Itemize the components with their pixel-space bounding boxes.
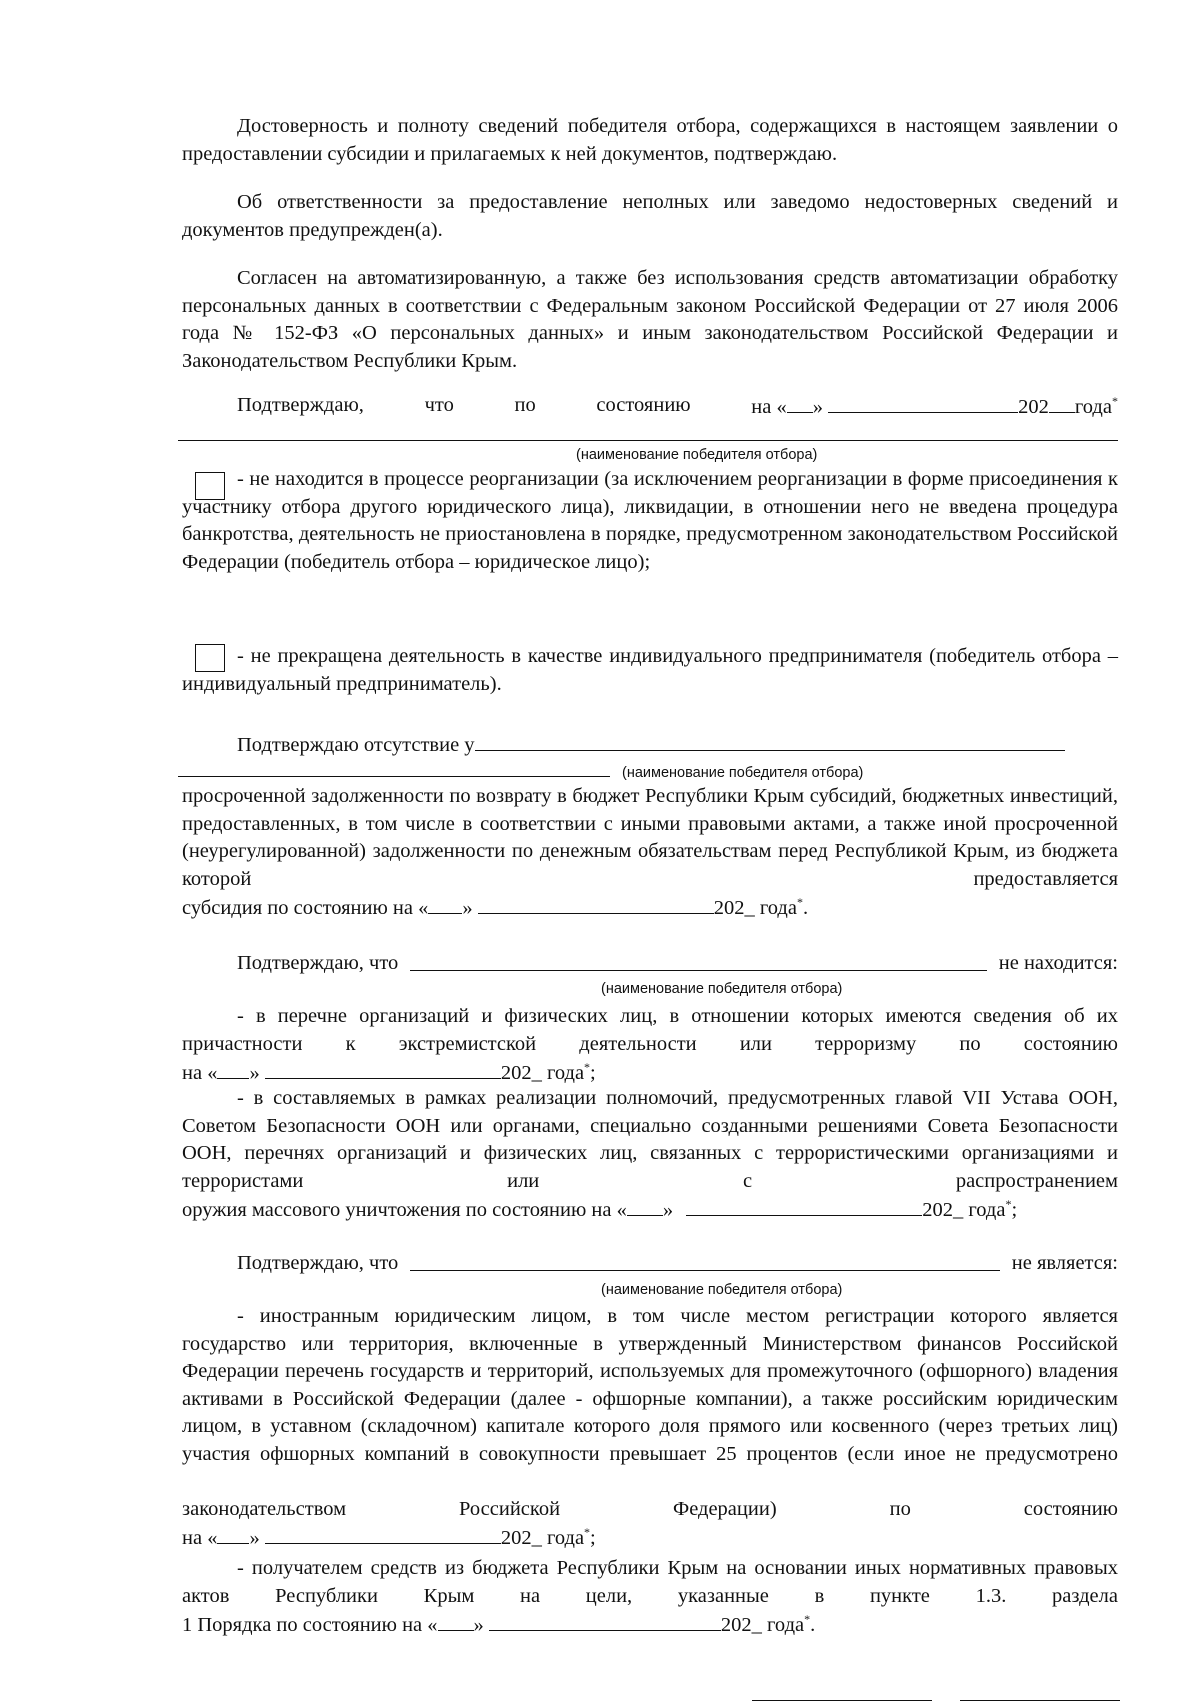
paragraph-responsibility: Об ответственности за предоставление неполных или заведомо недостоверных сведений и документов предупрежден(а). xyxy=(182,191,1118,241)
block4-item2-date: 1 Порядка по состоянию на « » 202_ года*. xyxy=(182,1610,1118,1640)
day-blank-5[interactable] xyxy=(217,1523,249,1544)
month-blank-5[interactable] xyxy=(265,1523,501,1544)
block2-date-line: субсидия по состоянию на « » 202_ года*. xyxy=(182,893,1118,923)
caption-winner-name-2: (наименование победителя отбора) xyxy=(622,765,864,781)
winner-name-blank-4[interactable] xyxy=(410,1250,999,1271)
month-blank-6[interactable] xyxy=(489,1610,721,1631)
block3-item-un-lists: - в составляемых в рамках реализации полномочий, предусмотренных главой VII Устава ООН, Советом Безопасности ООН или органами, специально созданными решениями Совета Безопасности ООН, перечнях организаций и физических лиц, связанных с террористическими организациями и террористами или с распространением xyxy=(182,1087,1118,1192)
year-blank[interactable] xyxy=(1049,392,1075,413)
block3-item1-date: на « » 202_ года*; xyxy=(182,1058,1118,1088)
month-blank[interactable] xyxy=(828,392,1018,413)
block4-lead-line xyxy=(237,1250,1118,1278)
winner-name-blank-2-cont[interactable] xyxy=(178,776,610,777)
paragraph-reliability: Достоверность и полноту сведений победителя отбора, содержащихся в настоящем заявлении о предоставлении субсидии и прилагаемых к ней документов, подтверждаю. xyxy=(182,115,1118,165)
block1-word-4: состоянию xyxy=(596,394,691,416)
paragraph-personal-data-consent: Согласен на автоматизированную, а также без использования средств автоматизации обработку персональных данных в соответствии с Федеральным законом Российской Федерации от 27 июля 2006 года № 152-ФЗ «О персональных данных» и иным законодательством Российской Федерации и Законодательством Республики Крым. xyxy=(182,267,1118,372)
block3-lead: Подтверждаю, что xyxy=(237,952,399,974)
caption-winner-name-4: (наименование победителя отбора) xyxy=(601,1282,843,1298)
block1-date: на « » 202 года* xyxy=(751,392,1118,422)
day-blank-4[interactable] xyxy=(627,1195,663,1216)
month-blank-3[interactable] xyxy=(265,1058,501,1079)
block3-item-extremism: - в перечне организаций и физических лиц, в отношении которых имеются сведения об их причастности к экстремистской деятельности или терроризму по состоянию xyxy=(182,1005,1118,1055)
block1-item-entrepreneur: - не прекращена деятельность в качестве индивидуального предпринимателя (победитель отбора – индивидуальный предприниматель). xyxy=(182,645,1118,695)
block4-tail: не является: xyxy=(1011,1252,1118,1274)
block2-lead-line xyxy=(237,730,1118,760)
day-blank-3[interactable] xyxy=(217,1058,249,1079)
block4-item1-date: на « » 202_ года*; xyxy=(182,1523,1118,1553)
footer-rule-2 xyxy=(960,1700,1120,1701)
block4-item-budget-recipient: - получателем средств из бюджета Республики Крым на основании иных нормативных правовых актов Республики Крым на цели, указанные в пункте 1.3. раздела xyxy=(182,1557,1118,1607)
month-blank-4[interactable] xyxy=(686,1195,922,1216)
block2-lead: Подтверждаю отсутствие у xyxy=(237,734,475,756)
block1-lead-line xyxy=(237,392,1118,422)
caption-winner-name-1: (наименование победителя отбора) xyxy=(576,447,818,463)
winner-name-blank-2[interactable] xyxy=(475,730,1065,751)
day-blank-2[interactable] xyxy=(428,893,462,914)
day-blank-6[interactable] xyxy=(438,1610,474,1631)
winner-name-blank-3[interactable] xyxy=(410,950,986,971)
block1-word-1: Подтверждаю, xyxy=(237,394,364,416)
block2-text: просроченной задолженности по возврату в бюджет Республики Крым субсидий, бюджетных инвестиций, предоставленных, в том числе в соответствии с иными правовыми актами, а также иной просроченной (неурегулированной) задолженности по денежным обязательствам перед Республикой Крым, из бюджета которой предоставляется xyxy=(182,785,1118,890)
block3-lead-line xyxy=(237,950,1118,978)
block3-tail: не находится: xyxy=(998,952,1118,974)
block1-item-legal-entity: - не находится в процессе реорганизации (за исключением реорганизации в форме присоединения к участнику отбора другого юридического лица), ликвидации, в отношении него не введена процедура банкротства, деятельность не приостановлена в порядке, предусмотренном законодательством Российской Федерации (победитель отбора – юридическое лицо); xyxy=(182,468,1118,573)
block4-lead: Подтверждаю, что xyxy=(237,1252,399,1274)
winner-name-blank-1[interactable] xyxy=(178,440,1118,441)
caption-winner-name-3: (наименование победителя отбора) xyxy=(601,981,843,997)
month-blank-2[interactable] xyxy=(478,893,714,914)
block4-item-foreign-entity: - иностранным юридическим лицом, в том числе местом регистрации которого является государство или территория, включенные в утвержденный Министерством финансов Российской Федерации перечень государств и территорий, используемых для промежуточного (офшорного) владения активами в Российской Федерации (далее - офшорные компании), а также российским юридическим лицом, в уставном (складочном) капитале которого доля прямого или косвенного (через третьих лиц) участия офшорных компаний в совокупности превышает 25 процентов (если иное не предусмотрено xyxy=(182,1305,1118,1465)
block3-item2-date: оружия массового уничтожения по состоянию на « » 202_ года*; xyxy=(182,1195,1118,1225)
block1-word-3: по xyxy=(514,394,536,416)
block4-item1-last-line: законодательством Российской Федерации) по состоянию xyxy=(182,1498,1118,1520)
block1-word-2: что xyxy=(424,394,454,416)
footer-rule-1 xyxy=(752,1700,932,1701)
day-blank[interactable] xyxy=(787,392,813,413)
